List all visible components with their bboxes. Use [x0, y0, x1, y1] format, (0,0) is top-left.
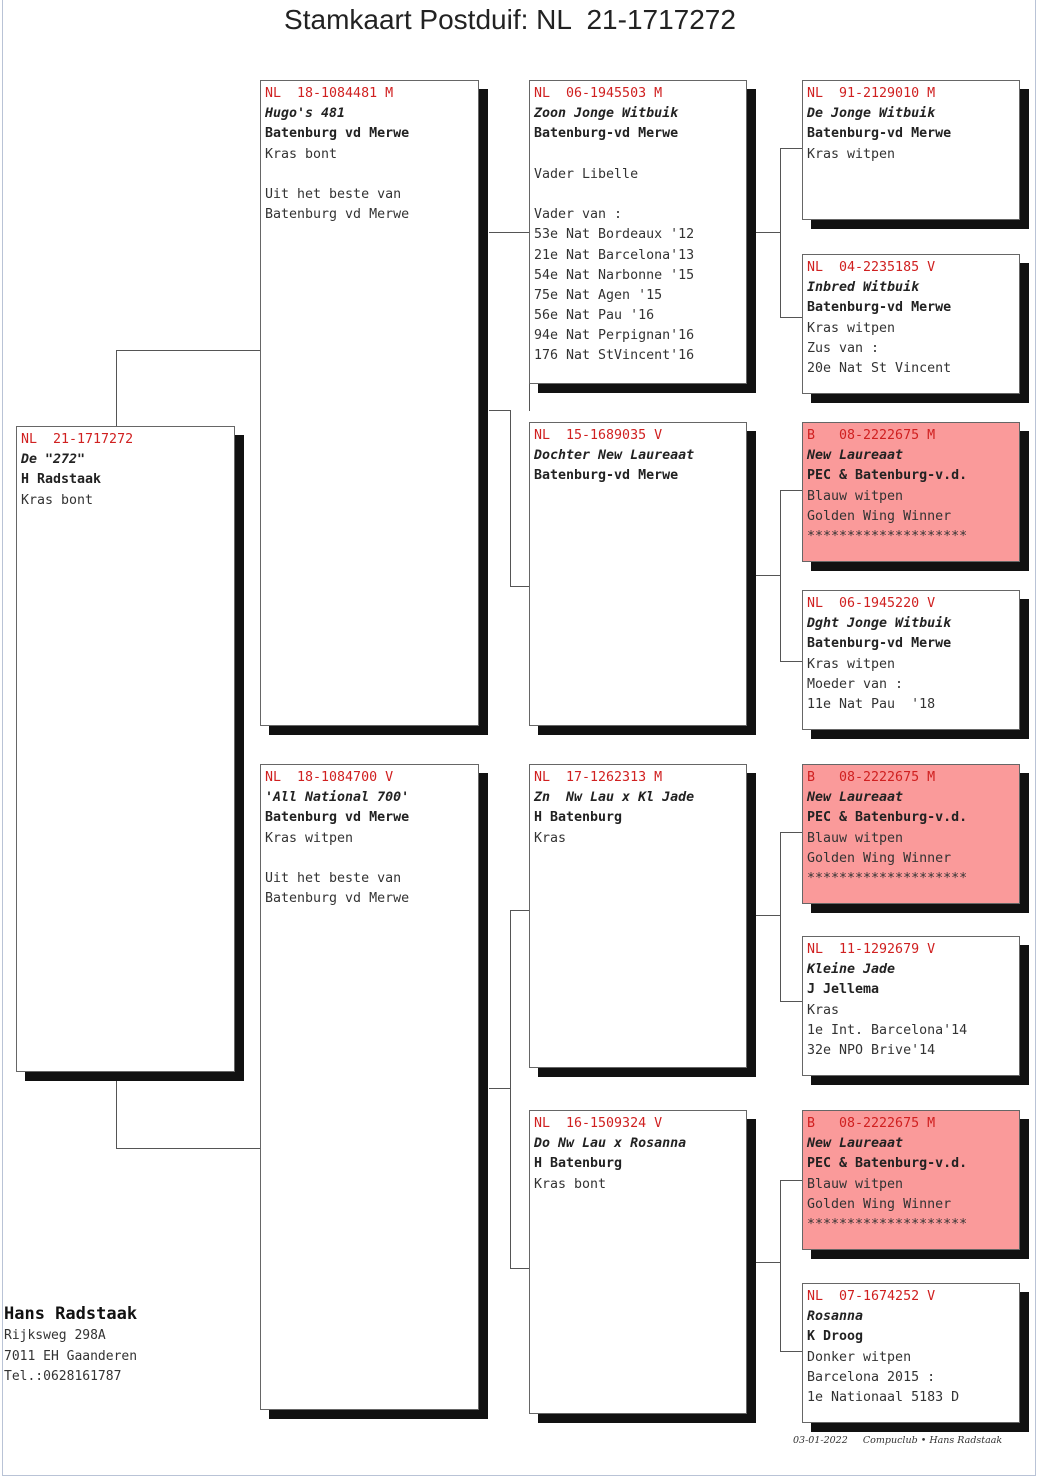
ring-number: NL 18-1084700 V	[265, 770, 394, 785]
connector-dam-grandsire	[510, 910, 530, 1089]
owner-info	[4, 1302, 137, 1388]
color: Kras bont	[21, 492, 94, 508]
ring-number: NL 06-1945220 V	[807, 596, 936, 611]
pigeon-name: De Jonge Witbuik	[807, 106, 936, 122]
connector-gp1-ggp	[756, 232, 780, 233]
breeder: Batenburg vd Merwe	[265, 810, 410, 826]
pigeon-name: Rosanna	[807, 1309, 864, 1325]
pedigree-card-grandparent-4	[529, 1110, 747, 1414]
connector-dam-granddam	[510, 1088, 530, 1269]
note: Golden Wing Winner	[807, 850, 952, 866]
pedigree-card-great-grandparent-8	[802, 1283, 1020, 1423]
connector-sire-mid	[489, 410, 510, 411]
footer-date: 03-01-2022	[793, 1435, 848, 1446]
note: Batenburg vd Merwe	[265, 891, 410, 907]
breeder: PEC & Batenburg-v.d.	[807, 468, 968, 484]
pigeon-name: Dochter New Laureaat	[534, 448, 695, 464]
note: 1e Nationaal 5183 D	[807, 1389, 960, 1405]
note: 20e Nat St Vincent	[807, 360, 952, 376]
breeder: K Droog	[807, 1329, 864, 1345]
breeder: H Batenburg	[534, 810, 623, 826]
breeder: Batenburg vd Merwe	[265, 126, 410, 142]
pedigree-card-grandparent-1	[529, 80, 747, 384]
color: Kras witpen	[807, 320, 896, 336]
color: Kras bont	[534, 1176, 607, 1192]
pedigree-card-sire	[260, 80, 479, 726]
note: Barcelona 2015 :	[807, 1369, 936, 1385]
note: Zus van :	[807, 340, 880, 356]
pigeon-name: Hugo's 481	[265, 106, 346, 122]
note: 11e Nat Pau '18	[807, 696, 936, 712]
pigeon-name: New Laureaat	[807, 790, 904, 806]
pigeon-name: New Laureaat	[807, 1136, 904, 1152]
note: 21e Nat Barcelona'13	[534, 247, 695, 263]
color: Kras	[807, 1002, 840, 1018]
pedigree-card-subject	[16, 426, 235, 1072]
color: Blauw witpen	[807, 1176, 904, 1192]
connector-gp4-ggp-vertical	[780, 1180, 803, 1352]
color: Donker witpen	[807, 1349, 912, 1365]
note: 53e Nat Bordeaux '12	[534, 227, 695, 243]
note: 1e Int. Barcelona'14	[807, 1022, 968, 1038]
note: Uit het beste van	[265, 870, 402, 886]
pigeon-name: De "272"	[21, 452, 86, 468]
pigeon-name: New Laureaat	[807, 448, 904, 464]
footer-program: Compuclub	[862, 1435, 918, 1446]
pigeon-name: Inbred Witbuik	[807, 280, 920, 296]
note: 56e Nat Pau '16	[534, 308, 655, 324]
ring-number: NL 06-1945503 M	[534, 86, 663, 101]
connector-gp2-ggp-vertical	[780, 490, 803, 662]
ring-number: NL 17-1262313 M	[534, 770, 663, 785]
note: Golden Wing Winner	[807, 1196, 952, 1212]
ring-number: NL 21-1717272	[21, 432, 134, 447]
breeder: Batenburg-vd Merwe	[534, 468, 679, 484]
note: Moeder van :	[807, 676, 904, 692]
connector-gp4-ggp	[756, 1262, 780, 1263]
note: 176 Nat StVincent'16	[534, 348, 695, 364]
pedigree-card-great-grandparent-1	[802, 80, 1020, 220]
footer-bullet: •	[920, 1435, 927, 1446]
pigeon-name: Zn Nw Lau x Kl Jade	[534, 790, 695, 806]
breeder: Batenburg-vd Merwe	[807, 126, 952, 142]
footer-author: Hans Radstaak	[929, 1435, 1003, 1446]
note: 94e Nat Perpignan'16	[534, 328, 695, 344]
connector-sire-grandsire	[489, 232, 530, 411]
owner-phone: Tel.:0628161787	[4, 1369, 122, 1384]
ring-number: NL 16-1509324 V	[534, 1116, 663, 1131]
note	[534, 185, 742, 205]
footer	[793, 1435, 1002, 1446]
note: 75e Nat Agen '15	[534, 287, 663, 303]
pigeon-name: 'All National 700'	[265, 790, 410, 806]
connector-subject-sire	[116, 350, 261, 427]
connector-dam-mid	[489, 1088, 510, 1089]
note: Batenburg vd Merwe	[265, 207, 410, 223]
color: Kras witpen	[807, 656, 896, 672]
note: Vader van :	[534, 207, 623, 223]
owner-city: 7011 EH Gaanderen	[4, 1348, 138, 1364]
pedigree-card-great-grandparent-6	[802, 936, 1020, 1076]
note: ********************	[807, 870, 968, 886]
breeder: J Jellema	[807, 982, 880, 998]
note: Vader Libelle	[534, 166, 639, 182]
ring-number: NL 07-1674252 V	[807, 1289, 936, 1304]
ring-number: B 08-2222675 M	[807, 1116, 936, 1131]
ring-number: NL 91-2129010 M	[807, 86, 936, 101]
pedigree-card-great-grandparent-7	[802, 1110, 1020, 1250]
note: ********************	[807, 1216, 968, 1232]
breeder: PEC & Batenburg-v.d.	[807, 810, 968, 826]
color: Blauw witpen	[807, 830, 904, 846]
ring-number: NL 11-1292679 V	[807, 942, 936, 957]
connector-subject-dam	[116, 1080, 261, 1149]
connector-gp1-ggp-vertical	[780, 148, 803, 318]
ring-number: B 08-2222675 M	[807, 770, 936, 785]
connector-sire-granddam	[510, 410, 530, 587]
owner-address: Rijksweg 298A	[4, 1328, 106, 1343]
pigeon-name: Kleine Jade	[807, 962, 896, 978]
note: Uit het beste van	[265, 186, 402, 202]
pedigree-card-dam	[260, 764, 479, 1410]
pigeon-name: Dght Jonge Witbuik	[807, 616, 952, 632]
color	[534, 145, 742, 165]
note: ********************	[807, 528, 968, 544]
color: Blauw witpen	[807, 488, 904, 504]
note	[265, 165, 474, 185]
connector-gp3-ggp	[756, 915, 780, 916]
note: 32e NPO Brive'14	[807, 1042, 936, 1058]
ring-number: B 08-2222675 M	[807, 428, 936, 443]
ring-number: NL 18-1084481 M	[265, 86, 394, 101]
owner-name: Hans Radstaak	[4, 1304, 138, 1324]
note: Golden Wing Winner	[807, 508, 952, 524]
breeder: Batenburg-vd Merwe	[807, 636, 952, 652]
connector-gp3-ggp-vertical	[780, 832, 803, 1002]
breeder: Batenburg-vd Merwe	[534, 126, 679, 142]
breeder: Batenburg-vd Merwe	[807, 300, 952, 316]
connector-gp2-ggp	[756, 575, 780, 576]
pedigree-card-great-grandparent-4	[802, 590, 1020, 730]
note: 54e Nat Narbonne '15	[534, 267, 695, 283]
pedigree-card-grandparent-2	[529, 422, 747, 726]
page-title: Stamkaart Postduif: NL 21-1717272	[284, 4, 736, 35]
color: Kras witpen	[807, 146, 896, 162]
ring-number: NL 04-2235185 V	[807, 260, 936, 275]
pedigree-card-grandparent-3	[529, 764, 747, 1068]
breeder: PEC & Batenburg-v.d.	[807, 1156, 968, 1172]
color: Kras witpen	[265, 830, 354, 846]
pedigree-card-great-grandparent-5	[802, 764, 1020, 904]
pigeon-name: Do Nw Lau x Rosanna	[534, 1136, 687, 1152]
ring-number: NL 15-1689035 V	[534, 428, 663, 443]
color: Kras bont	[265, 146, 338, 162]
pedigree-card-great-grandparent-2	[802, 254, 1020, 394]
pigeon-name: Zoon Jonge Witbuik	[534, 106, 679, 122]
breeder: H Batenburg	[534, 1156, 623, 1172]
note	[265, 849, 474, 869]
breeder: H Radstaak	[21, 472, 102, 488]
color: Kras	[534, 830, 567, 846]
pedigree-card-great-grandparent-3	[802, 422, 1020, 562]
